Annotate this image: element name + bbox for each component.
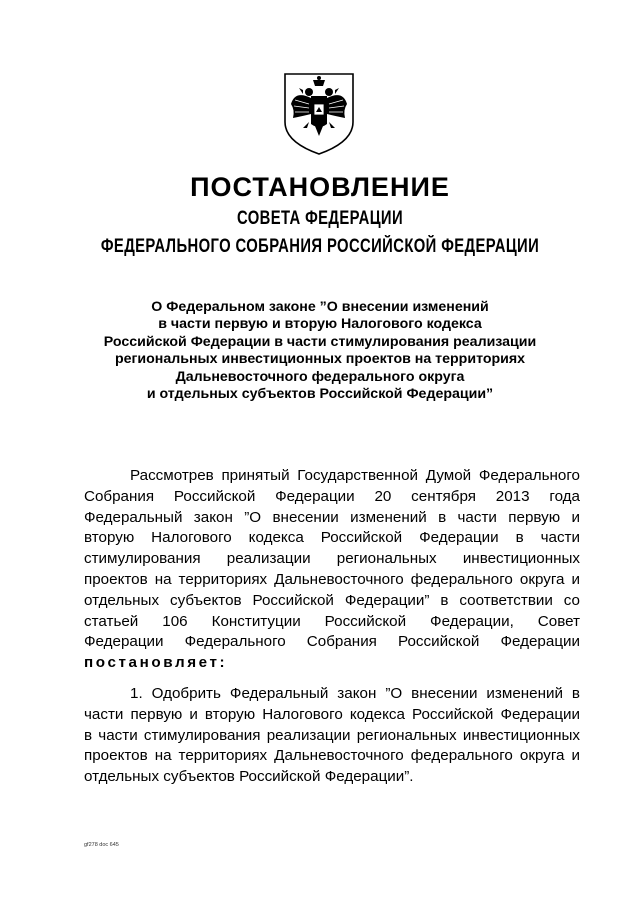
- preamble-paragraph: [84, 466, 580, 674]
- paragraph-line: части первую и вторую Налогового кодекса Российской Федерации: [84, 705, 580, 723]
- paragraph-line: отдельных субъектов Российской Федерации” в соответствии со: [84, 591, 580, 609]
- subject-line: Российской Федерации в части стимулирования реализации: [103, 333, 537, 350]
- paragraph-line: Собрания Российской Федерации 20 сентября 2013 года: [84, 487, 580, 505]
- paragraph-line: в части стимулирования реализации региональных инвестиционных: [84, 726, 580, 744]
- document-subtitle-assembly: ФЕДЕРАЛЬНОГО СОБРАНИЯ РОССИЙСКОЙ ФЕДЕРАЦИИ: [100, 236, 540, 257]
- paragraph-line: Федерации Федерального Собрания Российской Федерации: [84, 633, 580, 651]
- paragraph-line: проектов на территориях Дальневосточного федерального округа и: [84, 747, 580, 765]
- resolves-word: постановляет:: [84, 654, 228, 672]
- document-subject: [80, 299, 560, 403]
- document-code: gf278 doc 645: [84, 842, 119, 848]
- subject-line: региональных инвестиционных проектов на территориях: [114, 351, 526, 368]
- paragraph-line: отдельных субъектов Российской Федерации”.: [84, 768, 414, 786]
- paragraph-line: Федеральный закон ”О внесении изменений в части первую и: [84, 508, 580, 526]
- document-subtitle-council: СОВЕТА ФЕДЕРАЦИИ: [236, 208, 404, 229]
- document-title: ПОСТАНОВЛЕНИЕ: [190, 172, 450, 202]
- subject-line: О Федеральном законе ”О внесении изменений: [151, 299, 489, 315]
- paragraph-line: [84, 653, 580, 674]
- paragraph-line: 1. Одобрить Федеральный закон ”О внесении изменений в: [130, 685, 580, 702]
- subject-line: в части первую и вторую Налогового кодекса: [158, 316, 482, 333]
- resolution-item-1: [84, 684, 580, 788]
- paragraph-line: статьей 106 Конституции Российской Федерации, Совет: [84, 612, 580, 630]
- subject-line: и отдельных субъектов Российской Федерации”: [146, 386, 494, 403]
- paragraph-line: Рассмотрев принятый Государственной Думой Федерального: [130, 467, 580, 484]
- paragraph-line: вторую Налогового кодекса Российской Федерации в части: [84, 529, 580, 547]
- coat-of-arms-icon: [281, 70, 357, 156]
- subject-line: Дальневосточного федерального округа: [175, 368, 465, 385]
- paragraph-line: стимулирования реализации региональных инвестиционных: [84, 550, 580, 568]
- paragraph-line: проектов на территориях Дальневосточного федерального округа и: [84, 570, 580, 588]
